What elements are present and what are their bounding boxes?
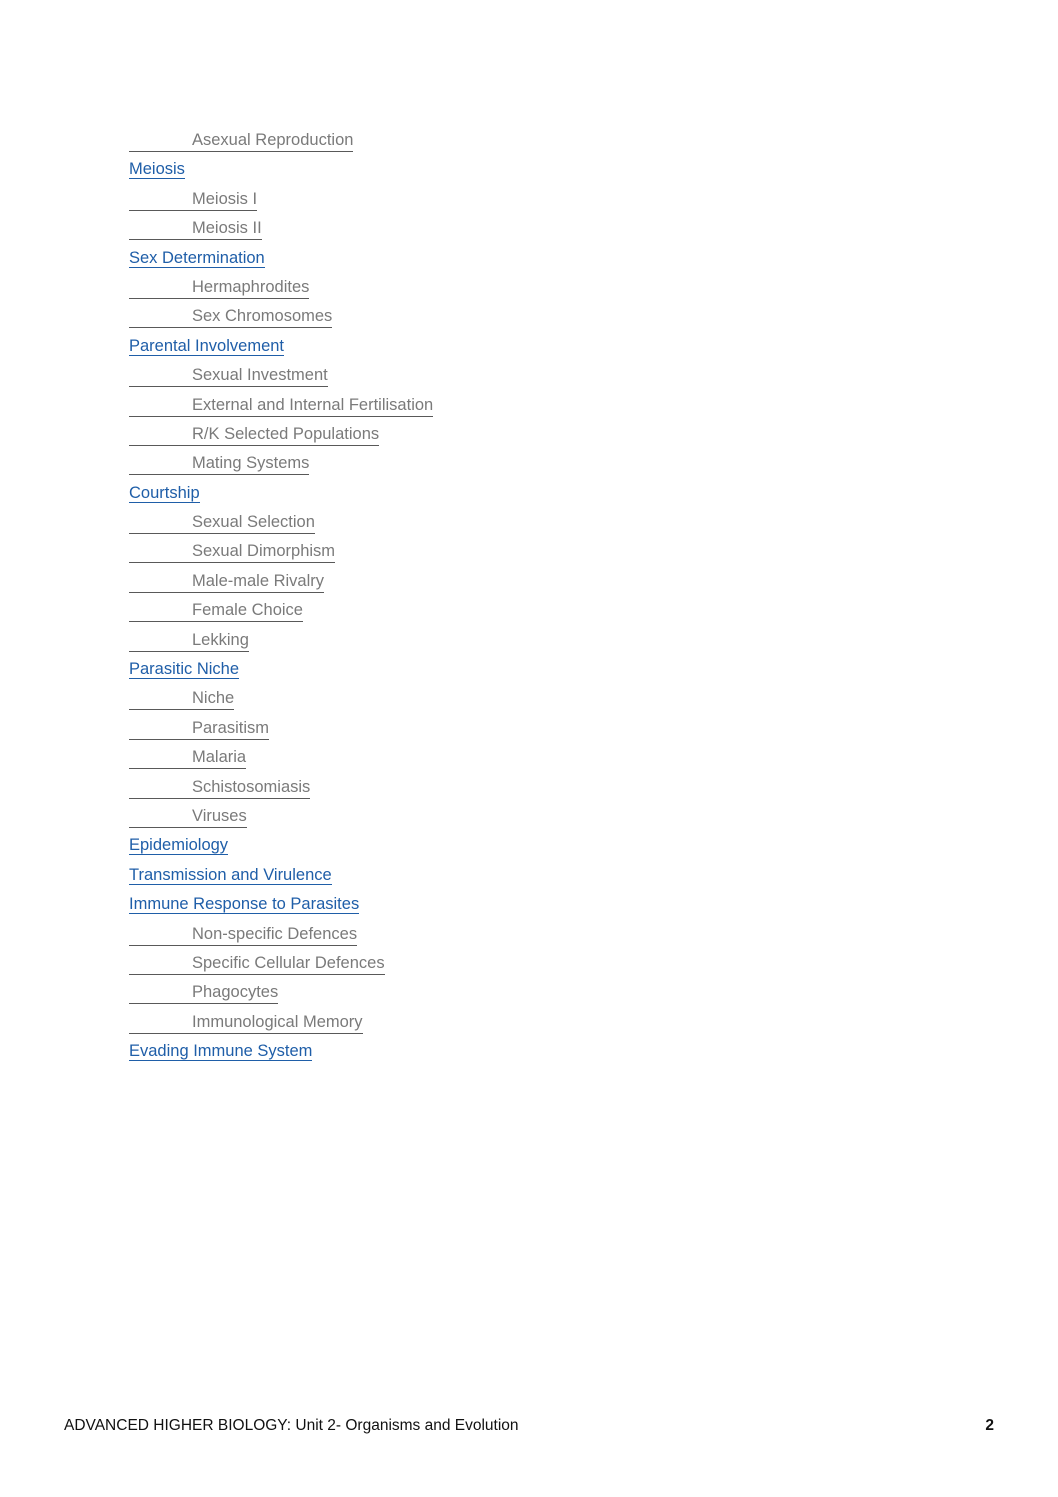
toc-subheading-link[interactable]: Sex Chromosomes bbox=[129, 306, 332, 328]
toc-subheading-entry bbox=[129, 421, 829, 450]
toc-subheading-link[interactable]: Schistosomiasis bbox=[129, 777, 310, 799]
toc-subheading-entry bbox=[129, 274, 829, 303]
toc-subheading-link[interactable]: Asexual Reproduction bbox=[129, 130, 353, 152]
toc-subheading-entry bbox=[129, 774, 829, 803]
toc-subheading-link[interactable]: Phagocytes bbox=[129, 982, 278, 1004]
footer-title: ADVANCED HIGHER BIOLOGY: Unit 2- Organisms and Evolution bbox=[64, 1417, 519, 1434]
toc-subheading-entry bbox=[129, 979, 829, 1008]
toc-subheading-link[interactable]: Meiosis II bbox=[129, 218, 262, 240]
toc-subheading-entry bbox=[129, 538, 829, 567]
toc-heading-link[interactable]: Evading Immune System bbox=[129, 1042, 313, 1061]
toc-subheading-entry bbox=[129, 450, 829, 479]
toc-subheading-entry bbox=[129, 744, 829, 773]
toc-subheading-entry bbox=[129, 303, 829, 332]
toc-subheading-link[interactable]: External and Internal Fertilisation bbox=[129, 395, 433, 417]
toc-heading-link[interactable]: Immune Response to Parasites bbox=[129, 895, 360, 914]
toc-subheading-entry bbox=[129, 127, 829, 156]
toc-subheading-entry bbox=[129, 803, 829, 832]
toc-subheading-link[interactable]: Non-specific Defences bbox=[129, 924, 357, 946]
toc-subheading-link[interactable]: Lekking bbox=[129, 630, 249, 652]
toc-subheading-link[interactable]: Specific Cellular Defences bbox=[129, 953, 385, 975]
toc-heading-entry bbox=[129, 862, 829, 891]
toc-subheading-entry bbox=[129, 715, 829, 744]
toc-subheading-entry bbox=[129, 597, 829, 626]
toc-subheading-link[interactable]: Hermaphrodites bbox=[129, 277, 309, 299]
toc-subheading-entry bbox=[129, 627, 829, 656]
toc-heading-link[interactable]: Transmission and Virulence bbox=[129, 865, 332, 884]
toc-subheading-link[interactable]: Female Choice bbox=[129, 600, 303, 622]
toc-heading-entry bbox=[129, 480, 829, 509]
toc-subheading-link[interactable]: Mating Systems bbox=[129, 453, 309, 475]
toc-heading-entry bbox=[129, 156, 829, 185]
toc-subheading-entry bbox=[129, 950, 829, 979]
table-of-contents bbox=[129, 127, 829, 1068]
toc-subheading-entry bbox=[129, 568, 829, 597]
toc-subheading-entry bbox=[129, 509, 829, 538]
toc-subheading-entry bbox=[129, 362, 829, 391]
toc-heading-entry bbox=[129, 832, 829, 861]
page-number: 2 bbox=[985, 1417, 994, 1434]
toc-subheading-link[interactable]: Meiosis I bbox=[129, 189, 257, 211]
toc-heading-link[interactable]: Epidemiology bbox=[129, 836, 229, 855]
toc-heading-entry bbox=[129, 245, 829, 274]
toc-heading-link[interactable]: Parental Involvement bbox=[129, 336, 285, 355]
toc-heading-entry bbox=[129, 891, 829, 920]
toc-subheading-entry bbox=[129, 392, 829, 421]
toc-subheading-link[interactable]: Malaria bbox=[129, 747, 246, 769]
toc-heading-entry bbox=[129, 333, 829, 362]
toc-heading-link[interactable]: Courtship bbox=[129, 483, 200, 502]
toc-subheading-link[interactable]: Viruses bbox=[129, 806, 247, 828]
toc-subheading-entry bbox=[129, 685, 829, 714]
toc-heading-link[interactable]: Meiosis bbox=[129, 160, 185, 179]
toc-subheading-link[interactable]: Niche bbox=[129, 688, 234, 710]
toc-subheading-link[interactable]: Parasitism bbox=[129, 718, 269, 740]
toc-subheading-entry bbox=[129, 186, 829, 215]
toc-subheading-entry bbox=[129, 1009, 829, 1038]
toc-subheading-link[interactable]: Sexual Selection bbox=[129, 512, 315, 534]
toc-subheading-link[interactable]: Immunological Memory bbox=[129, 1012, 363, 1034]
toc-heading-link[interactable]: Parasitic Niche bbox=[129, 660, 240, 679]
toc-heading-entry bbox=[129, 656, 829, 685]
toc-heading-entry bbox=[129, 1038, 829, 1067]
toc-subheading-link[interactable]: Sexual Dimorphism bbox=[129, 541, 335, 563]
toc-subheading-link[interactable]: Male-male Rivalry bbox=[129, 571, 324, 593]
toc-subheading-entry bbox=[129, 921, 829, 950]
toc-subheading-link[interactable]: R/K Selected Populations bbox=[129, 424, 379, 446]
toc-heading-link[interactable]: Sex Determination bbox=[129, 248, 265, 267]
toc-subheading-entry bbox=[129, 215, 829, 244]
toc-subheading-link[interactable]: Sexual Investment bbox=[129, 365, 328, 387]
